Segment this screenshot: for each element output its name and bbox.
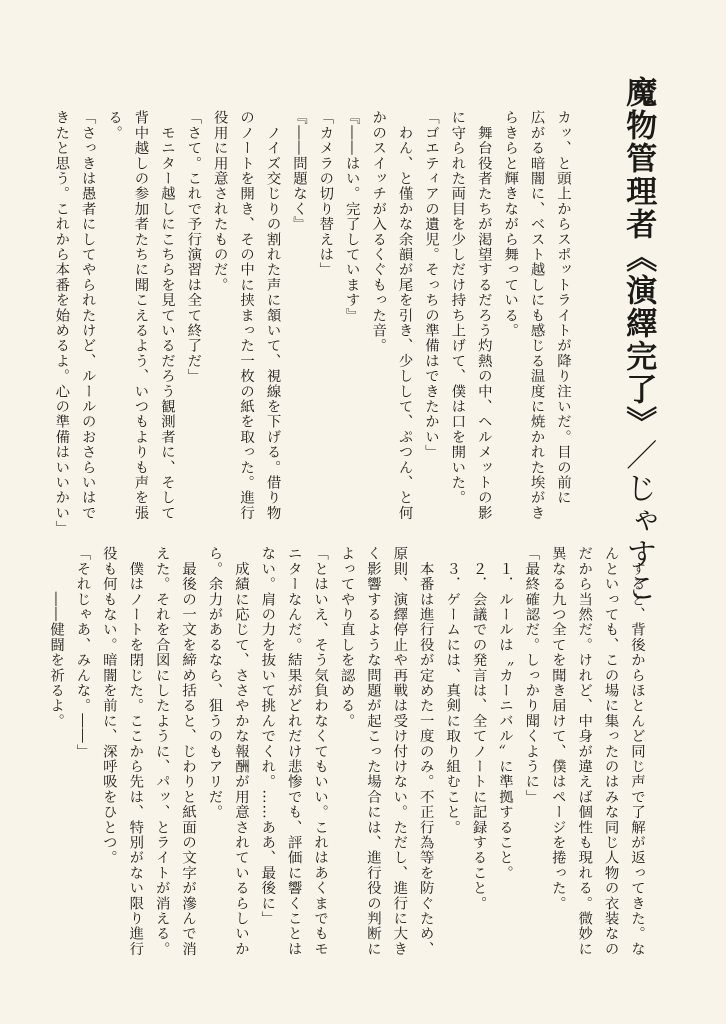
text-line: ない。肩の力を抜いて挑んでくれ。……ああ、最後に」 xyxy=(259,546,276,926)
text-block-top xyxy=(48,110,576,536)
title-author: ／じゃすこ xyxy=(620,439,657,604)
text-line: らきらと輝きながら舞っている。 xyxy=(502,110,519,338)
text-line: 「ゴエティアの遺児。そっちの準備はできたかい」 xyxy=(422,110,439,460)
text-block-bottom xyxy=(43,546,650,966)
text-line: わん、と僅かな余韻が尾を引き、少しして、ぷつん、と何 xyxy=(396,110,413,521)
text-line: く影響するような問題が起こった場合には、進行役の判断に xyxy=(364,546,381,957)
text-line: 舞台役者たちが渇望するだろう灼熱の中、ヘルメットの影 xyxy=(475,110,492,521)
text-line: に守られた両目を少しだけ持ち上げて、僕は口を開いた。 xyxy=(449,110,466,506)
text-line: る。 xyxy=(106,110,123,141)
text-line: 『――問題なく』 xyxy=(290,110,307,232)
text-line: 「さて。これで予行演習は全て終了だ」 xyxy=(185,110,202,384)
text-line: 原則、演繹停止や再戦は受け付けない。ただし、進行に大き xyxy=(391,546,408,957)
text-line: 「カメラの切り替えは」 xyxy=(317,110,334,278)
text-line: 「とはいえ、そう気負わなくてもいい。これはあくまでもモ xyxy=(312,546,329,957)
text-line: カッ、と頭上からスポットライトが降り注いだ。目の前に xyxy=(555,110,571,506)
text-line: 「最終確認だ。しっかり聞くように」 xyxy=(523,546,540,805)
text-line: 異なる九つ全てを聞き届けて、僕はページを捲った。 xyxy=(549,546,566,911)
text-line: かのスイッチが入るくぐもった音。 xyxy=(370,110,387,354)
text-line: １．ルールは〝カーニバル〟に準拠すること。 xyxy=(496,546,513,881)
text-line: きたと思う。これから本番を始めるよ。心の準備はいいかい」 xyxy=(53,110,70,536)
text-line: 僕はノートを閉じた。ここから先は、特別がない限り進行 xyxy=(127,546,144,957)
title-main: 魔物管理者《演繹完了》 xyxy=(620,76,657,439)
text-line: んといっても、この場に集ったのはみな同じ人物の衣装なの xyxy=(602,546,619,957)
text-line: ３．ゲームには、真剣に取り組むこと。 xyxy=(444,546,461,835)
text-line: 『――はい。完了しています』 xyxy=(343,110,360,323)
text-line: だから当然だ。けれど、中身が違えば個性も現れる。微妙に xyxy=(576,546,593,957)
text-line: 最後の一文を締め括ると、じわりと紙面の文字が滲んで消 xyxy=(180,546,197,957)
text-line: すると、背後からほとんど同じ声で了解が返ってきた。な xyxy=(629,546,645,957)
text-line: 広がる暗闇に、ベスト越しにも感じる温度に焼かれた埃がき xyxy=(528,110,545,521)
text-line: ニターなんだ。結果がどれだけ悲惨でも、評価に響くことは xyxy=(285,546,302,957)
text-line: ノイズ交じりの割れた声に頷いて、視線を下げる。借り物 xyxy=(264,110,281,521)
text-line: のノートを開き、その中に挟まった一枚の紙を取った。進行 xyxy=(238,110,255,521)
text-line: ――健闘を祈るよ。 xyxy=(48,546,65,729)
text-line: モニター越しにこちらを見ているだろう観測者に、そして xyxy=(158,110,175,521)
text-line: 背中越しの参加者たちに聞こえるよう、いつもよりも声を張 xyxy=(132,110,149,521)
story-title xyxy=(619,76,657,604)
text-line: 「さっきは愚者にしてやられたけど、ルールのおさらいはで xyxy=(79,110,96,521)
text-line: 役用に用意されたものだ。 xyxy=(211,110,228,293)
text-line: 成績に応じて、ささやかな報酬が用意されているらしいか xyxy=(232,546,249,957)
text-line: ２．会議での発言は、全てノートに記録すること。 xyxy=(470,546,487,911)
text-line: 役も何もない。暗闇を前に、深呼吸をひとつ。 xyxy=(100,546,117,866)
text-line: ら。余力があるなら、狙うのもアリだ。 xyxy=(206,546,223,820)
text-line: 「それじゃあ、みんな。――」 xyxy=(74,546,91,759)
text-line: えた。それを合図にしたように、パッ、とライトが消える。 xyxy=(153,546,170,957)
text-line: 本番は進行役が定めた一度のみ。不正行為等を防ぐため、 xyxy=(417,546,434,957)
text-line: よってやり直しを認める。 xyxy=(338,546,355,729)
